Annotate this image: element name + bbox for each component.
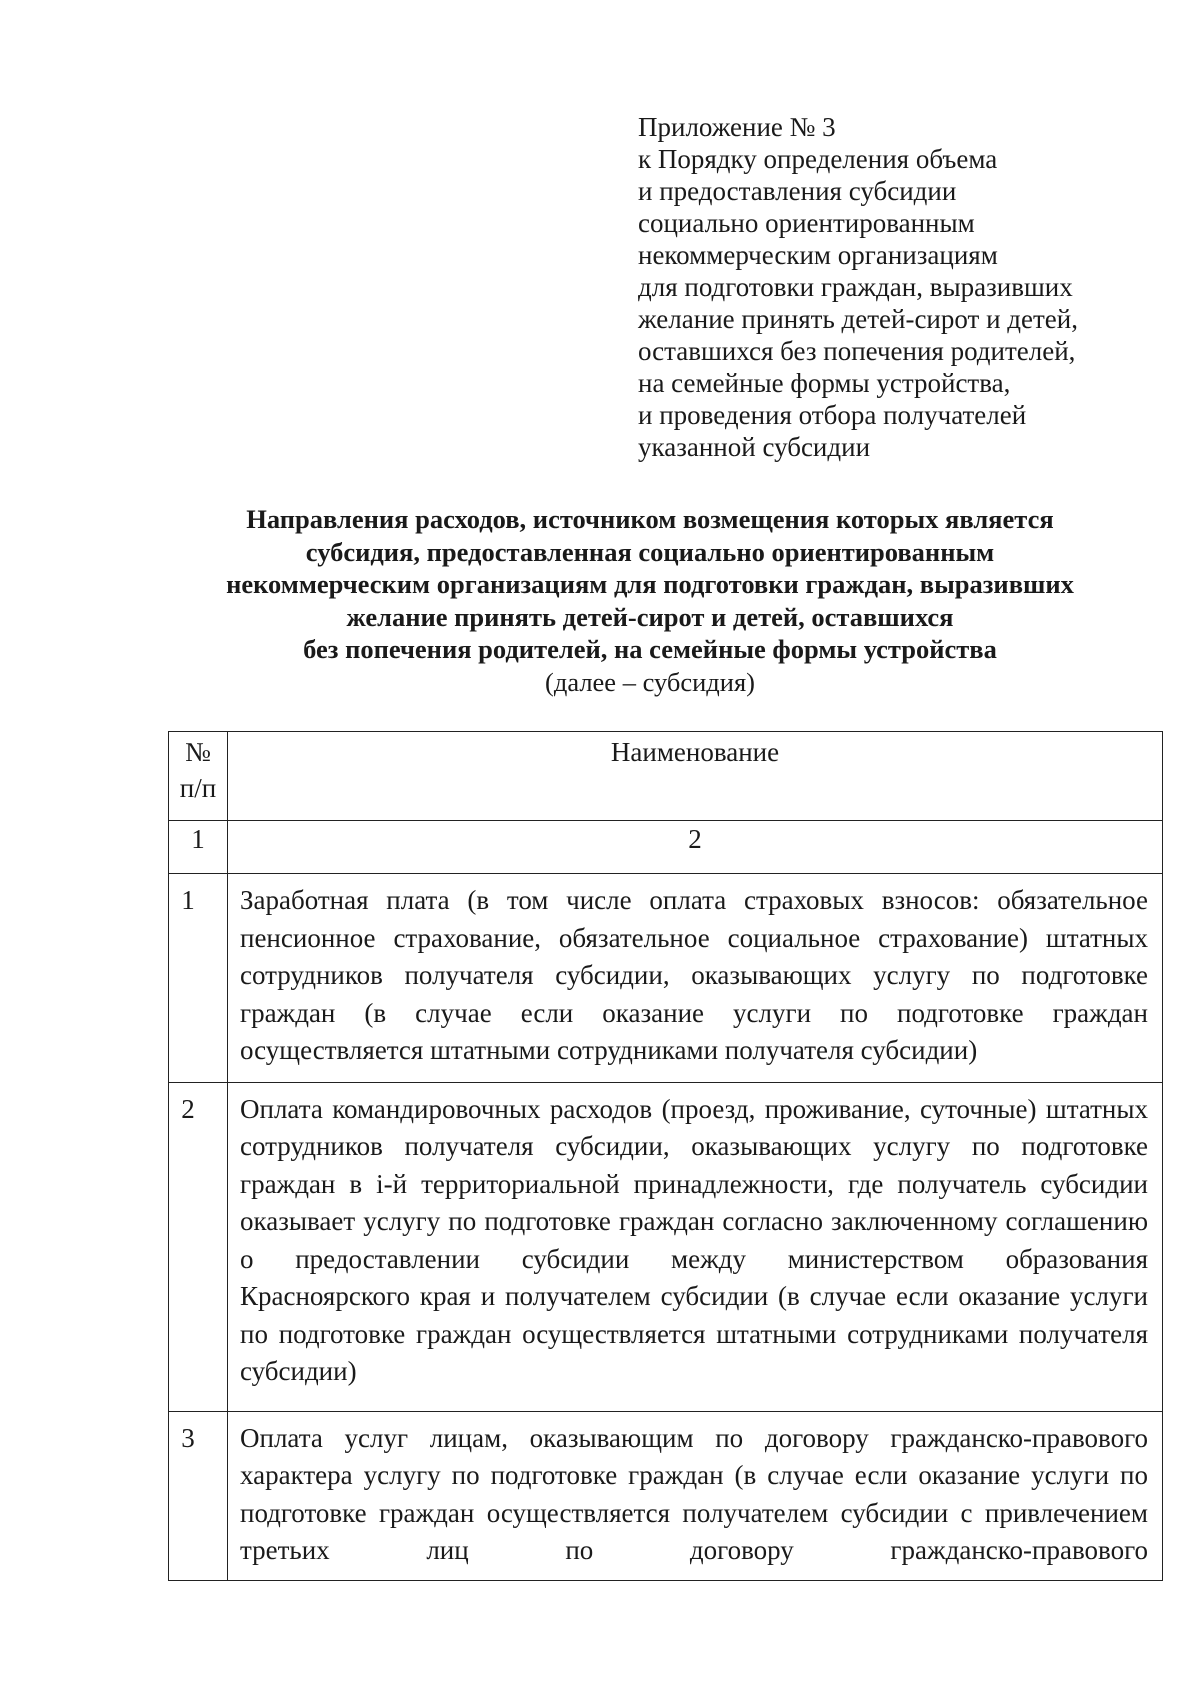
table-header-row	[169, 732, 1163, 821]
table-row	[169, 874, 1163, 1083]
column-index-row	[169, 821, 1163, 874]
title-line: некоммерческим организациям для подготовки граждан, выразивших	[226, 569, 1074, 599]
header-num-line1: №	[185, 737, 211, 767]
row-num: 3	[181, 1422, 195, 1453]
title-line: без попечения родителей, на семейные формы устройства	[303, 634, 997, 664]
table-row	[169, 1082, 1163, 1411]
title-line: Направления расходов, источником возмещения которых является	[246, 504, 1054, 534]
row-text-cell: Оплата услуг лицам, оказывающим по договору гражданско-правового характера услугу по подготовке граждан (в случае если оказание услуги по подготовке граждан осуществляется получателем субсидии с привлечением третьих лиц по договору гражданско-правового	[228, 1411, 1163, 1580]
appendix-line: и предоставления субсидии	[638, 176, 957, 206]
column-index-cell: 2	[228, 821, 1163, 874]
appendix-line: для подготовки граждан, выразивших	[638, 272, 1073, 302]
row-text-cell: Оплата командировочных расходов (проезд, проживание, суточные) штатных сотрудников получателя субсидии, оказывающих услугу по подготовке граждан в i-й территориальной принадлежности, где получатель субсидии оказывает услугу по подготовке граждан согласно заключенному соглашению о предоставлении субсидии между министерством образования Красноярского края и получателем субсидии (в случае если оказание услуги по подготовке граждан осуществляется штатными сотрудниками получателя субсидии)	[228, 1082, 1163, 1411]
appendix-line: к Порядку определения объема	[638, 144, 998, 174]
appendix-line: и проведения отбора получателей	[638, 400, 1027, 430]
appendix-line: Приложение № 3	[638, 112, 836, 142]
row-num-cell	[169, 1411, 228, 1580]
header-name-cell: Наименование	[228, 732, 1163, 821]
row-text-cell: Заработная плата (в том числе оплата страховых взносов: обязательное пенсионное страхование, обязательное социальное страхование) штатных сотрудников получателя субсидии, оказывающих услугу по подготовке граждан (в случае если оказание услуги по подготовке граждан осуществляется штатными сотрудниками получателя субсидии)	[228, 874, 1163, 1083]
column-index-cell: 1	[169, 821, 228, 874]
appendix-line: некоммерческим организациям	[638, 240, 998, 270]
header-num-cell	[169, 732, 228, 821]
header-num-line2: п/п	[179, 773, 217, 803]
row-num-cell	[169, 1082, 228, 1411]
appendix-line: указанной субсидии	[638, 432, 871, 462]
appendix-line: на семейные формы устройства,	[638, 368, 1011, 398]
appendix-block	[638, 111, 1138, 463]
title-line: желание принять детей-сирот и детей, оставшихся	[346, 601, 954, 632]
title-subtitle: (далее – субсидия)	[545, 666, 755, 697]
expense-table	[168, 731, 1163, 1581]
appendix-line: социально ориентированным	[638, 208, 975, 238]
title-line: субсидия, предоставленная социально ориентированным	[305, 536, 995, 567]
appendix-line: оставшихся без попечения родителей,	[638, 336, 1076, 366]
document-title	[100, 503, 1200, 698]
row-num-cell	[169, 874, 228, 1083]
row-num: 2	[181, 1093, 195, 1124]
appendix-line: желание принять детей-сирот и детей,	[638, 304, 1078, 334]
row-num: 1	[181, 885, 195, 915]
table-row	[169, 1411, 1163, 1580]
